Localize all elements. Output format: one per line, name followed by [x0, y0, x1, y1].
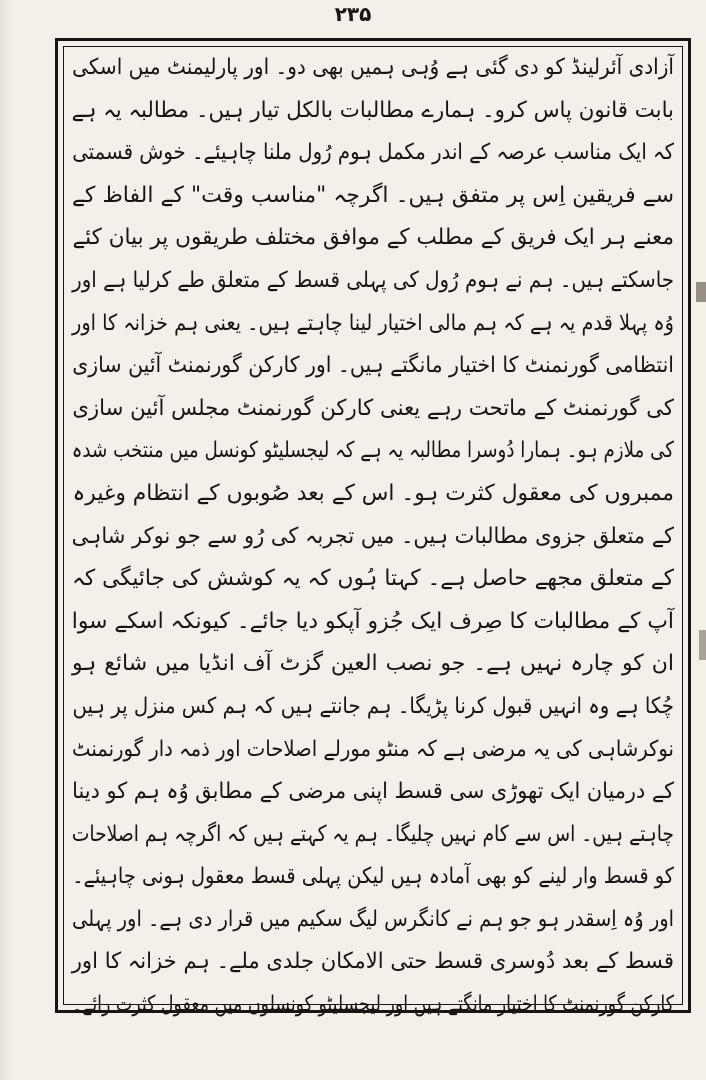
- text-line: انتظامی گورنمنٹ کا اختیار مانگتے ہیں۔ اور کارکن گورنمنٹ آئین سازی: [72, 353, 674, 379]
- text-line: کی ملازم ہو۔ ہمارا دُوسرا مطالبہ یہ ہے کہ لیجسلیٹو کونسل میں منتخب شدہ: [71, 438, 675, 464]
- text-line: چُکا ہے وہ انہیں قبول کرنا پڑیگا۔ ہم جانتے ہیں کہ ہم کس منزل پر ہیں: [72, 693, 675, 719]
- text-line: کے متعلق جزوی مطالبات ہیں۔ میں تجربہ کی رُو سے جو نوکر شاہی: [71, 523, 674, 549]
- text-line: کے درمیان ایک تھوڑی سی قسط اپنی مرضی کے مطابق وُہ ہم کو دینا: [72, 779, 674, 805]
- text-line: ان کو چارہ نہیں ہے۔ جو نصب العین گزٹ آف انڈیا میں شائع ہو: [72, 651, 674, 677]
- text-line: معنے ہر ایک فریق کے مطلب کے موافق مختلف طریقوں پر بیان کئے: [72, 225, 675, 251]
- text-line: کو قسط وار لینے کو بھی آمادہ ہیں لیکن پہلی قسط معقول ہونی چاہیئے۔: [72, 864, 675, 890]
- text-line: ممبروں کی معقول کثرت ہو۔ اس کے بعد صُوبوں کے انتظام وغیرہ: [72, 480, 675, 506]
- text-line: جاسکتے ہیں۔ ہم نے ہوم رُول کی پہلی قسط کے متعلق طے کرلیا ہے اور: [72, 267, 674, 293]
- page-number: ۲۳۵: [334, 2, 372, 26]
- text-line: وُہ پہلا قدم یہ ہے کہ ہم مالی اختیار لینا چاہتے ہیں۔ یعنی ہم خزانہ کا اور: [72, 310, 675, 336]
- text-line: نوکرشاہی کی یہ مرضی ہے کہ منٹو مورلے اصلاحات اور ذمہ دار گورنمنٹ: [72, 736, 674, 762]
- text-line: بابت قانون پاس کرو۔ ہمارے مطالبات بالکل تیار ہیں۔ مطالبہ یہ ہے: [71, 97, 674, 123]
- body-text: [72, 47, 674, 1027]
- scan-mark: [696, 282, 706, 302]
- text-line: چاہتے ہیں۔ اس سے کام نہیں چلیگا۔ ہم یہ کہتے ہیں کہ اگرچہ ہم اصلاحات: [71, 821, 675, 847]
- page-edge: [0, 0, 14, 1080]
- text-frame: [55, 38, 691, 1018]
- text-line: آپ کے مطالبات کا صِرف ایک جُزو آپکو دیا جائے۔ کیونکہ اسکے سوا: [71, 608, 675, 634]
- text-line: اور وُہ اِسقدر ہو جو ہم نے کانگرس لیگ سکیم میں قرار دی ہے۔ اور پہلی: [72, 906, 675, 932]
- text-line: کے متعلق مجھے حاصل ہے۔ کہتا ہُوں کہ یہ کوشش کی جائیگی کہ: [72, 566, 674, 592]
- text-line: آزادی آئرلینڈ کو دی گئی ہے وُہی ہمیں بھی دو۔ اور پارلیمنٹ میں اسکی: [72, 55, 674, 80]
- text-line: قسط کے بعد دُوسری قسط حتی الامکان جلدی ملے۔ ہم خزانہ کا اور: [71, 949, 674, 975]
- text-line: کی گورنمنٹ کے ماتحت رہے یعنی کارکن گورنمنٹ مجلس آئین سازی: [72, 395, 674, 421]
- text-line: سے فریقین اِس پر متفق ہیں۔ اگرچہ "مناسب وقت" کے الفاظ کے: [72, 182, 674, 208]
- scan-mark: [699, 630, 706, 660]
- text-line: کہ ایک مناسب عرصہ کے اندر مکمل ہوم رُول ملنا چاہیئے۔ خوش قسمتی: [72, 140, 675, 166]
- text-line: کارکن گورنمنٹ کا اختیار مانگتے ہیں اور لیجسلیٹو کونسلوں میں معقول کثرت رائے۔: [71, 992, 675, 1018]
